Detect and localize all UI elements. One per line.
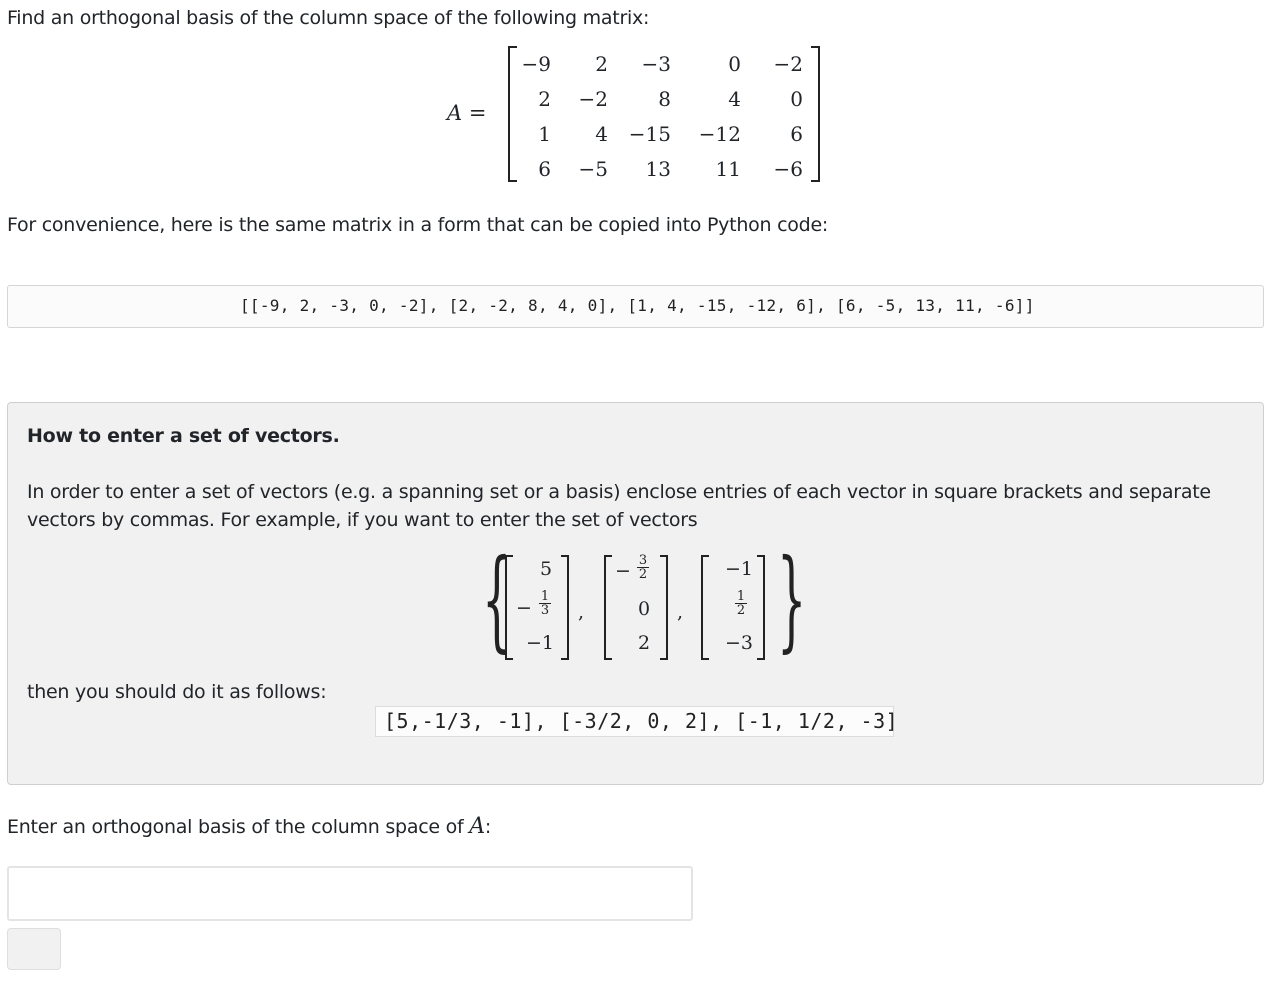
matrix-cell: −6	[773, 157, 803, 181]
vector-entry: 0	[637, 598, 651, 620]
vector-entry-sign: −	[516, 597, 532, 619]
matrix-cell: −3	[641, 52, 671, 76]
submit-button[interactable]	[7, 928, 61, 970]
then-text: then you should do it as follows:	[27, 681, 327, 703]
matrix-cell: 13	[645, 157, 671, 181]
fraction-numerator: 1	[736, 589, 746, 604]
matrix-right-bracket	[811, 46, 820, 182]
vector-bracket-left	[701, 555, 709, 660]
python-code[interactable]: [[-9, 2, -3, 0, -2], [2, -2, 8, 4, 0], [1, 4, -15, -12, 6], [6, -5, 13, 11, -6]]	[240, 296, 1035, 315]
vector-separator: ,	[676, 601, 684, 623]
question-prompt: Find an orthogonal basis of the column space of the following matrix:	[7, 7, 650, 29]
matrix-cell: 2	[595, 52, 608, 76]
matrix-label: A =	[447, 101, 487, 125]
matrix-cell: 1	[538, 122, 551, 146]
matrix-cell: 6	[790, 122, 803, 146]
vector-entry: −3	[724, 632, 753, 654]
matrix-cell: −2	[773, 52, 803, 76]
answer-label	[7, 813, 491, 841]
answer-label-var: A	[469, 814, 485, 839]
matrix-cell: 4	[728, 87, 741, 111]
fraction-denominator: 2	[638, 567, 648, 582]
vector-bracket-left	[505, 555, 513, 660]
fraction-denominator: 2	[736, 603, 746, 618]
matrix-cell: −12	[698, 122, 741, 146]
matrix-cell: −9	[521, 52, 551, 76]
fraction-denominator: 3	[540, 603, 550, 618]
vector-fraction	[735, 590, 747, 617]
vector-fraction	[539, 590, 551, 617]
matrix-cell: 0	[728, 52, 741, 76]
fraction-numerator: 1	[540, 589, 550, 604]
matrix-cell: −15	[628, 122, 671, 146]
left-brace: {	[482, 535, 512, 663]
matrix-cell: −2	[578, 87, 608, 111]
convenience-text: For convenience, here is the same matrix in a form that can be copied into Python code:	[7, 214, 829, 236]
matrix-cell: 8	[658, 87, 671, 111]
matrix-cell: −5	[578, 157, 608, 181]
example-code: [5,-1/3, -1], [-3/2, 0, 2], [-1, 1/2, -3]	[384, 709, 899, 733]
vector-entry: −1	[525, 632, 554, 654]
answer-label-end: :	[484, 816, 492, 838]
right-brace: }	[777, 535, 807, 663]
vector-separator: ,	[577, 601, 585, 623]
matrix-cell: 0	[790, 87, 803, 111]
fraction-numerator: 3	[638, 553, 648, 568]
python-code-box[interactable]	[7, 285, 1264, 328]
matrix-cell: 2	[538, 87, 551, 111]
help-instructions: In order to enter a set of vectors (e.g. a spanning set or a basis) enclose entries of each vector in square brackets and separate vectors by commas. For example, if you want to enter the set of vectors	[27, 481, 1211, 531]
example-code-box	[375, 706, 899, 737]
vector-entry: −1	[724, 558, 753, 580]
matrix-cell: 4	[595, 122, 608, 146]
answer-input[interactable]	[7, 866, 693, 921]
answer-label-text: Enter an orthogonal basis of the column space of	[7, 816, 464, 838]
vector-entry: 2	[637, 632, 651, 654]
matrix-cell: 6	[538, 157, 551, 181]
vector-fraction	[637, 554, 649, 581]
vector-bracket-left	[604, 555, 612, 660]
matrix-a	[508, 46, 820, 182]
help-title: How to enter a set of vectors.	[27, 425, 340, 447]
matrix-cell: 11	[715, 157, 741, 181]
vector-entry-sign: −	[615, 560, 631, 582]
vector-entry: 5	[539, 558, 553, 580]
